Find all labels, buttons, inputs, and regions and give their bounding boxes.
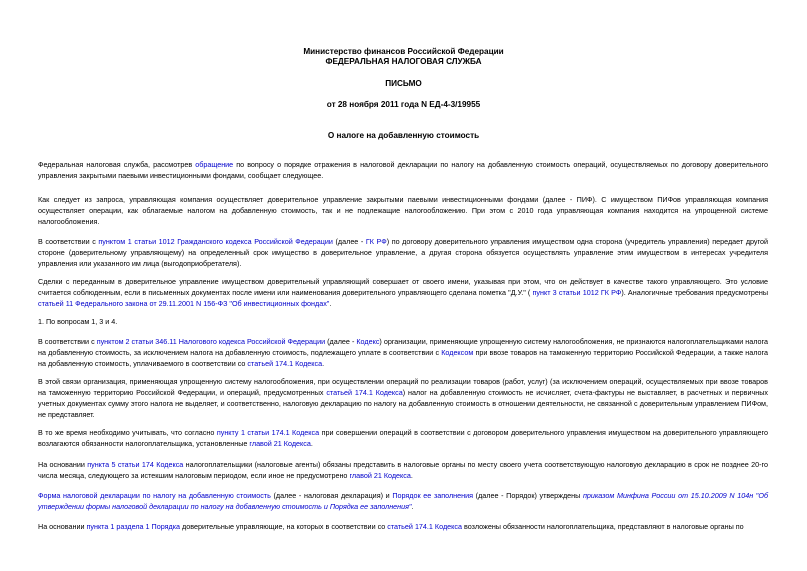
paragraph-text: (далее -	[325, 337, 357, 346]
legal-reference-link[interactable]: Порядок ее заполнения	[392, 491, 474, 500]
document-type: ПИСЬМО	[385, 79, 422, 88]
legal-reference-link[interactable]: пункт 3 статьи 1012 ГК РФ	[532, 288, 622, 297]
paragraph-text: возложены обязанности налогоплательщика, представляют в налоговые органы по	[461, 522, 744, 531]
paragraph-text: ) налог на добавленную стоимость не исчисляет, счета-фактуры не выставляет, в расчетных и первичных учетных документах сумму этого налога не выделяет, и соответственно, налоговую декларацию по налогу на добавленную стоимость в отношении деятельности, не связанной с доверительным управлением ПИФом, не представляет.	[38, 388, 768, 419]
paragraph-text: Федеральная налоговая служба, рассмотрев	[38, 160, 196, 169]
legal-reference-link[interactable]: главой 21 Кодекса	[349, 471, 411, 480]
paragraph-text: .	[329, 299, 332, 308]
paragraph-text: при совершении операций в соответствии с договором доверительного управления имуществом на доверительного управляющего возлагаются обязанности налогоплательщика, установленные	[38, 428, 768, 448]
paragraph	[38, 490, 768, 512]
paragraph-text: (далее - Порядок) утверждены	[473, 491, 583, 500]
paragraph-text: .	[310, 439, 313, 448]
legal-reference-link[interactable]: пунктом 2 статьи 346.11 Налогового кодекса Российской Федерации	[96, 337, 326, 346]
legal-reference-link[interactable]: ГК РФ	[365, 237, 387, 246]
paragraph-text: при ввозе товаров на таможенную территорию Российской Федерации, а также налога на добавленную стоимость, уплачиваемого в соответствии со	[38, 348, 769, 368]
legal-reference-link[interactable]: приказом Минфина России от 15.10.2009 N 104н "Об утверждении формы налоговой декларации по налогу на добавленную стоимость и Порядка ее заполнения"	[38, 491, 768, 511]
paragraph-text: ). Аналогичные требования предусмотрены	[621, 288, 769, 297]
paragraph-text: 1. По вопросам 1, 3 и 4.	[38, 317, 118, 326]
legal-reference-link[interactable]: статьей 174.1 Кодекса	[326, 388, 403, 397]
legal-reference-link[interactable]: пункта 5 статьи 174 Кодекса	[87, 460, 184, 469]
legal-reference-link[interactable]: статьей 11 Федерального закона от 29.11.2001 N 156-ФЗ "Об инвестиционных фондах"	[38, 299, 330, 308]
document-date-number: от 28 ноября 2011 года N ЕД-4-3/19955	[326, 100, 481, 109]
paragraph-text: по вопросу о порядке отражения в налоговой декларации по налогу на добавленную стоимость операций, осуществляемых по договору доверительного управления закрытыми паевыми инвестиционными фондами, сообщает следующее.	[38, 160, 769, 180]
paragraph-text: налогоплательщики (налоговые агенты) обязаны представить в налоговые органы по месту своего учета соответствующую налоговую декларацию в срок не позднее 20-го числа месяца, следующего за истекшим налоговым периодом, если иное не предусмотрено	[38, 460, 768, 480]
legal-reference-link[interactable]: главой 21 Кодекса	[249, 439, 311, 448]
legal-reference-link[interactable]: обращение	[195, 160, 234, 169]
paragraph	[38, 159, 768, 181]
paragraph-text: ) по договору доверительного управления имуществом одна сторона (учредитель управления) передает другой стороне (доверительному управляющему) на определенный срок имущество в доверительное управление, а другая сторона обязуется осуществлять управление этим имуществом в интересах учредителя управления или указанного им лица (выгодоприобретателя).	[38, 237, 768, 268]
paragraph-text: На основании	[38, 460, 88, 469]
legal-reference-link[interactable]: Кодекс	[356, 337, 380, 346]
paragraph	[38, 316, 768, 327]
paragraph-text: Сделки с переданным в доверительное управление имуществом доверительный управляющий совершает от своего имени, указывая при этом, что он действует в качестве такого управляющего. Это условие считается соблюденным, если в письменных документах после имени или наименования доверительного управляющего сделана пометка "Д.У." (	[38, 277, 768, 297]
paragraph-text: .	[411, 502, 414, 511]
paragraph-text: .	[410, 471, 413, 480]
paragraph	[38, 427, 768, 449]
paragraph-text: (далее -	[332, 237, 366, 246]
paragraph-text: (далее - налоговая декларация) и	[270, 491, 393, 500]
legal-reference-link[interactable]: Кодексом	[441, 348, 474, 357]
paragraph	[38, 336, 768, 369]
legal-reference-link[interactable]: пункту 1 статьи 174.1 Кодекса	[216, 428, 320, 437]
paragraph-text: На основании	[38, 522, 87, 531]
paragraph	[38, 376, 768, 420]
paragraph-text: .	[322, 359, 325, 368]
paragraph	[38, 194, 768, 227]
legal-reference-link[interactable]: Форма налоговой декларации по налогу на добавленную стоимость	[38, 491, 271, 500]
document-subject: О налоге на добавленную стоимость	[327, 131, 480, 140]
legal-reference-link[interactable]: статьей 174.1 Кодекса	[387, 522, 462, 531]
paragraph	[38, 521, 768, 532]
paragraph	[38, 459, 768, 481]
legal-reference-link[interactable]: статьей 174.1 Кодекса	[247, 359, 323, 368]
paragraph	[38, 236, 768, 269]
ministry-title: Министерство финансов Российской Федерации	[303, 47, 504, 56]
service-title: ФЕДЕРАЛЬНАЯ НАЛОГОВАЯ СЛУЖБА	[325, 57, 482, 66]
paragraph-text: В то же время необходимо учитывать, что согласно	[38, 428, 217, 437]
paragraph-text: Как следует из запроса, управляющая компания осуществляет доверительное управление закрытыми паевыми инвестиционными фондами (далее - ПИФ). С имуществом ПИФов управляющая компания осуществляет операции, как облагаемые налогом на добавленную стоимость, так и не подлежащие налогообложению. При этом с 2010 года управляющая компания находится на упрощенной системе налогообложения.	[38, 195, 768, 226]
paragraph	[38, 276, 768, 309]
paragraph-text: В этой связи организация, применяющая упрощенную систему налогообложения, при осуществлении операций по реализации товаров (работ, услуг) (за исключением операций, осуществляемых при ввозе товаров на таможенную территорию Российской Федерации, и операций, предусмотренных	[38, 377, 768, 397]
paragraph-text: ) организации, применяющие упрощенную систему налогообложения, не признаются налогоплательщиками налога на добавленную стоимость, за исключением налога на добавленную стоимость, подлежащего уплате в соответствии с	[38, 337, 768, 357]
legal-reference-link[interactable]: пункта 1 раздела 1 Порядка	[86, 522, 181, 531]
legal-reference-link[interactable]: пунктом 1 статьи 1012 Гражданского кодекса Российской Федерации	[98, 237, 333, 246]
paragraph-text: В соответствии с	[38, 237, 99, 246]
paragraph-text: В соответствии с	[38, 337, 97, 346]
paragraph-text: доверительные управляющие, на которых в соответствии со	[180, 522, 388, 531]
